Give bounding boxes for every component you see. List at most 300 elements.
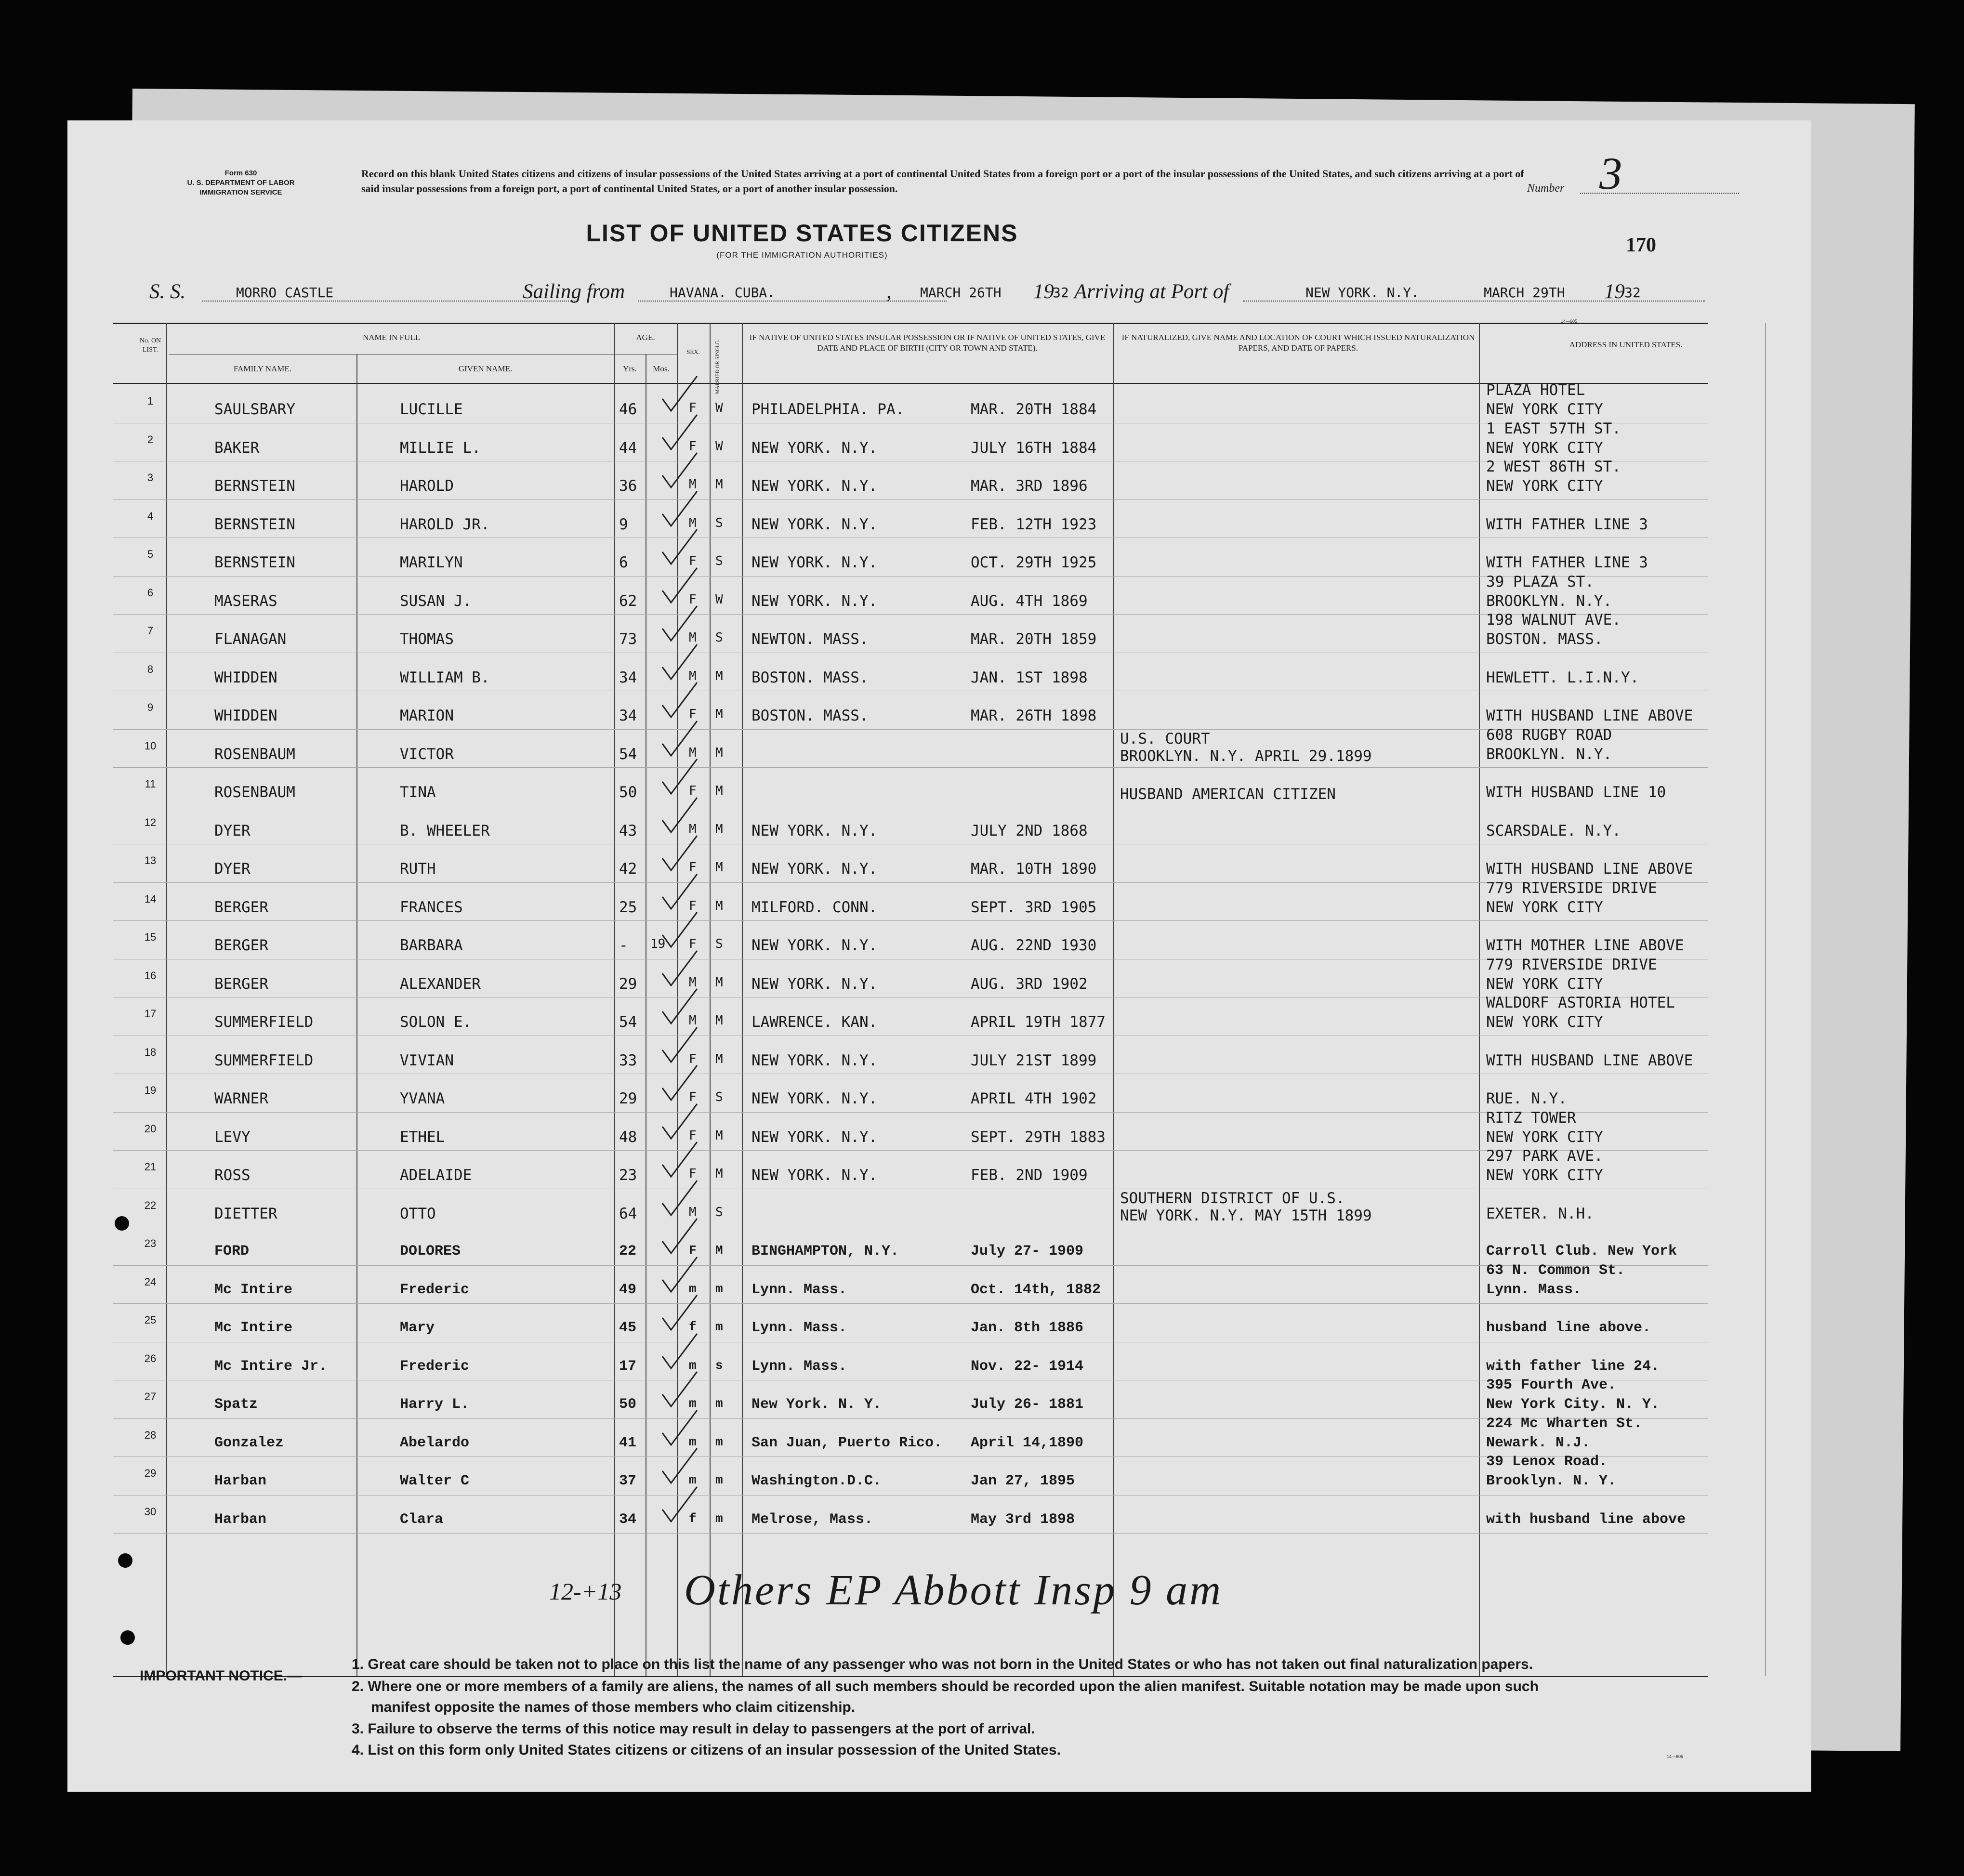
family-name: WARNER — [214, 1090, 268, 1107]
row-number: 11 — [145, 778, 156, 790]
birth-place: NEW YORK. N.Y. — [751, 1051, 878, 1069]
address-line-1: 2 WEST 86TH ST. — [1486, 458, 1621, 475]
age-years: 34 — [619, 669, 637, 686]
address-line-2: WITH FATHER LINE 3 — [1486, 554, 1648, 571]
check-mark — [658, 487, 701, 531]
marital-status: M — [715, 477, 723, 492]
check-mark — [658, 985, 701, 1028]
birth-place: NEW YORK. N.Y. — [751, 822, 878, 840]
birth-place: NEW YORK. N.Y. — [751, 439, 878, 457]
family-name: FLANAGAN — [214, 630, 287, 648]
family-name: BERGER — [214, 898, 268, 916]
given-name: HAROLD JR. — [400, 515, 490, 533]
sex: M — [689, 1205, 697, 1220]
birth-place: NEW YORK. N.Y. — [751, 1128, 878, 1146]
header-married: MARRIED OR SINGLE. — [714, 339, 721, 394]
table-row — [67, 956, 1802, 997]
notice-item-4: 4. List on this form only United States citizens or citizens of an insular possession of the United States. — [352, 1742, 1061, 1758]
sex: F — [689, 898, 697, 913]
sailing-date: MARCH 26TH — [920, 285, 1002, 301]
age-years: 25 — [619, 898, 637, 916]
given-name: DOLORES — [400, 1243, 461, 1259]
birth-date: SEPT. 29TH 1883 — [971, 1128, 1106, 1146]
marital-status: M — [715, 669, 723, 683]
address-line-1: 779 RIVERSIDE DRIVE — [1486, 956, 1657, 973]
family-name: ROSS — [214, 1167, 250, 1184]
address-line-1: 608 RUGBY ROAD — [1486, 726, 1612, 744]
address-line-2: NEW YORK CITY — [1486, 477, 1603, 495]
family-name: Harban — [214, 1473, 267, 1489]
sex: F — [689, 1243, 697, 1258]
birth-date: Jan 27, 1895 — [971, 1473, 1075, 1489]
marital-status: s — [715, 1358, 723, 1373]
family-name: Mc Intire — [214, 1281, 293, 1298]
table-row — [67, 1109, 1802, 1150]
birth-place: Melrose, Mass. — [751, 1511, 873, 1528]
check-mark — [658, 1368, 701, 1411]
notice-item-3: 3. Failure to observe the terms of this notice may result in delay to passengers at the port of arrival. — [352, 1721, 1035, 1737]
birth-date: JULY 2ND 1868 — [971, 822, 1088, 840]
age-years: 34 — [619, 707, 637, 724]
family-name: ROSENBAUM — [214, 745, 295, 763]
check-mark — [658, 947, 701, 990]
address-line-2: SCARSDALE. N.Y. — [1486, 822, 1621, 840]
header-naturalized: IF NATURALIZED, GIVE NAME AND LOCATION OF COURT WHICH ISSUED NATURALIZATION PAPERS, AND DATE OF PAPERS. — [1121, 333, 1475, 353]
table-row — [67, 499, 1802, 538]
address-line-2: NEW YORK CITY — [1486, 439, 1603, 457]
family-name: LEVY — [214, 1128, 250, 1146]
birth-date: FEB. 2ND 1909 — [971, 1167, 1088, 1184]
family-name: BAKER — [214, 439, 260, 457]
marital-status: m — [715, 1281, 723, 1296]
age-years: 29 — [619, 1090, 637, 1107]
table-row — [67, 1377, 1802, 1418]
address-line-2: NEW YORK CITY — [1486, 1167, 1603, 1184]
age-years: 43 — [619, 822, 637, 840]
check-mark — [658, 1483, 701, 1526]
given-name: RUTH — [400, 860, 436, 878]
family-name: Spatz — [214, 1396, 258, 1413]
table-row — [67, 920, 1802, 958]
check-mark — [658, 832, 701, 875]
family-name: SAULSBARY — [214, 401, 295, 418]
marital-status: S — [715, 1205, 723, 1220]
age-years: 29 — [619, 975, 637, 993]
family-name: DIETTER — [214, 1205, 277, 1222]
birth-place: BOSTON. MASS. — [751, 707, 869, 724]
given-name: MARILYN — [400, 554, 463, 571]
table-row — [67, 653, 1802, 691]
birth-date: July 26- 1881 — [971, 1396, 1084, 1413]
family-name: SUMMERFIELD — [214, 1051, 314, 1069]
sex: F — [689, 592, 697, 607]
arrival-port: NEW YORK. N.Y. — [1305, 285, 1420, 301]
row-number: 5 — [147, 548, 154, 560]
binder-hole — [118, 1553, 132, 1568]
birth-place: MILFORD. CONN. — [751, 898, 878, 916]
table-row — [67, 767, 1802, 805]
notice-item-1: 1. Great care should be taken not to place on this list the name of any passenger who was not born in the United States or who has not taken out final naturalization papers. — [352, 1656, 1533, 1672]
family-name: ROSENBAUM — [214, 784, 295, 801]
address-line-2: with husband line above — [1486, 1511, 1686, 1528]
address-line-2: NEW YORK CITY — [1486, 975, 1603, 993]
marital-status: M — [715, 1128, 723, 1143]
row-number: 23 — [144, 1237, 157, 1249]
given-name: MILLIE L. — [400, 439, 481, 457]
row-number: 8 — [147, 663, 154, 675]
address-line-2: EXETER. N.H. — [1486, 1205, 1594, 1222]
marital-status: S — [715, 515, 723, 530]
family-name: WHIDDEN — [214, 707, 277, 724]
check-mark — [658, 1023, 701, 1067]
check-mark — [658, 755, 701, 799]
arrival-date: MARCH 29TH — [1484, 285, 1565, 301]
sex: m — [689, 1473, 697, 1487]
naturalization-court: U.S. COURT — [1120, 730, 1210, 748]
marital-status: S — [715, 554, 723, 568]
given-name: Harry L. — [400, 1396, 470, 1413]
table-row — [67, 611, 1802, 652]
form-number: Form 630 — [224, 169, 257, 177]
given-name: Frederic — [400, 1358, 470, 1375]
marital-status: W — [715, 439, 723, 454]
check-mark — [658, 1444, 701, 1488]
marital-status: M — [715, 707, 723, 722]
marital-status: M — [715, 745, 723, 760]
address-line-1: 39 PLAZA ST. — [1486, 573, 1594, 590]
birth-date: Nov. 22- 1914 — [971, 1358, 1084, 1375]
given-name: TINA — [400, 784, 436, 801]
sex: M — [689, 1013, 697, 1028]
sex: F — [689, 1051, 697, 1066]
marital-status: M — [715, 1013, 723, 1028]
check-mark — [658, 870, 701, 914]
row-rule — [113, 1533, 1708, 1534]
sail-year-prefix: 19 — [1033, 280, 1054, 303]
address-line-2: BOSTON. MASS. — [1486, 630, 1603, 648]
ss-label: S. S. — [149, 280, 186, 303]
row-number: 15 — [144, 931, 157, 943]
check-mark — [658, 908, 701, 952]
birth-place: NEW YORK. N.Y. — [751, 515, 878, 533]
instructions: Record on this blank United States citizens and citizens of insular possessions of the United States arriving at a port of continental United States from a foreign port or a port of the insular possessions of the United States, and such citizens arriving at a port of said insular possessions from a foreign port, a port of continental United States, or a port of another insular possession. — [361, 168, 1524, 195]
given-name: VIVIAN — [400, 1051, 454, 1069]
check-mark — [658, 564, 701, 607]
table-row — [67, 381, 1802, 422]
table-row — [67, 420, 1802, 461]
table-row — [67, 1189, 1802, 1227]
row-number: 29 — [144, 1467, 157, 1479]
family-name: BERGER — [214, 975, 268, 993]
sex: m — [689, 1396, 697, 1411]
check-mark — [658, 1406, 701, 1450]
birth-date: FEB. 12TH 1923 — [971, 515, 1097, 533]
address-line-2: WITH HUSBAND LINE 10 — [1486, 784, 1666, 801]
birth-place: NEW YORK. N.Y. — [751, 477, 878, 495]
birth-date: May 3rd 1898 — [971, 1511, 1075, 1528]
age-years: 34 — [619, 1511, 637, 1528]
row-number: 26 — [144, 1352, 157, 1364]
marital-status: W — [715, 401, 723, 415]
check-mark — [658, 1215, 701, 1258]
family-name: SUMMERFIELD — [214, 1013, 314, 1031]
table-row — [67, 1342, 1802, 1380]
table-row — [67, 994, 1802, 1035]
birth-place: Lynn. Mass. — [751, 1281, 847, 1298]
marital-status: m — [715, 1473, 723, 1487]
address-line-1: WALDORF ASTORIA HOTEL — [1486, 994, 1675, 1011]
notice-heading: IMPORTANT NOTICE.— — [140, 1668, 302, 1684]
address-line-2: New York City. N. Y. — [1486, 1396, 1660, 1413]
header-name-in-full: NAME IN FULL — [363, 333, 420, 342]
given-name: THOMAS — [400, 630, 454, 648]
birth-date: MAR. 10TH 1890 — [971, 860, 1097, 878]
given-name: ALEXANDER — [400, 975, 481, 993]
binder-hole — [115, 1216, 129, 1231]
naturalization-detail: BROOKLYN. N.Y. APRIL 29.1899 — [1120, 747, 1372, 765]
check-mark — [658, 1291, 701, 1335]
address-line-2: WITH FATHER LINE 3 — [1486, 515, 1648, 533]
sex: F — [689, 1128, 697, 1143]
printer-mark: 14—605 — [1561, 319, 1578, 324]
bottom-printer-mark: 14—605 — [1667, 1754, 1684, 1759]
check-mark — [658, 1253, 701, 1297]
ship-name: MORRO CASTLE — [236, 285, 334, 301]
row-number: 24 — [144, 1275, 157, 1288]
family-name: DYER — [214, 860, 250, 878]
sailing-label: Sailing from — [523, 280, 625, 303]
inspector-note: Others EP Abbott Insp 9 am — [684, 1566, 1223, 1614]
naturalization-detail: HUSBAND AMERICAN CITIZEN — [1120, 786, 1336, 803]
row-number: 7 — [147, 625, 154, 637]
given-name: ADELAIDE — [400, 1167, 472, 1184]
header-sex: SEX. — [686, 348, 700, 355]
number-value: 3 — [1599, 148, 1622, 199]
check-mark — [658, 449, 701, 492]
birth-place: NEW YORK. N.Y. — [751, 860, 878, 878]
table-row — [67, 1415, 1802, 1456]
sex: F — [689, 401, 697, 415]
given-name: SUSAN J. — [400, 592, 472, 610]
page-title: LIST OF UNITED STATES CITIZENS — [586, 220, 1018, 247]
sex: f — [689, 1511, 697, 1526]
row-number: 20 — [144, 1122, 157, 1135]
header-mos: Mos. — [653, 364, 670, 373]
sex: F — [689, 784, 697, 798]
address-line-2: BROOKLYN. N.Y. — [1486, 592, 1612, 610]
header-bottom-rule — [113, 383, 1708, 384]
address-line-1: 1 EAST 57TH ST. — [1486, 420, 1621, 437]
age-years: 17 — [619, 1358, 637, 1375]
age-years: 64 — [619, 1205, 637, 1222]
birth-place: NEW YORK. N.Y. — [751, 1090, 878, 1107]
birth-date: AUG. 3RD 1902 — [971, 975, 1088, 993]
row-number: 19 — [144, 1084, 157, 1096]
table-row — [67, 879, 1802, 920]
age-years: 6 — [619, 554, 628, 571]
family-name: Mc Intire — [214, 1320, 293, 1336]
marital-status: m — [715, 1434, 723, 1449]
given-name: Clara — [400, 1511, 444, 1528]
birth-date: MAR. 20TH 1884 — [971, 401, 1097, 418]
age-years: 54 — [619, 745, 637, 763]
service: IMMIGRATION SERVICE — [199, 188, 282, 197]
row-number: 10 — [144, 739, 157, 752]
address-line-1: 395 Fourth Ave. — [1486, 1377, 1617, 1393]
check-mark — [658, 525, 701, 569]
marital-status: m — [715, 1511, 723, 1526]
check-mark — [658, 1177, 701, 1220]
check-mark — [658, 717, 701, 761]
given-name: SOLON E. — [400, 1013, 472, 1031]
marital-status: M — [715, 1243, 723, 1258]
given-name: OTTO — [400, 1205, 436, 1222]
row-number: 4 — [147, 510, 154, 522]
given-name: Abelardo — [400, 1434, 470, 1451]
age-years: 36 — [619, 477, 637, 495]
address-line-2: husband line above. — [1486, 1320, 1651, 1336]
row-number: 27 — [144, 1391, 157, 1403]
birth-place: Lynn. Mass. — [751, 1320, 847, 1336]
birth-date: MAR. 20TH 1859 — [971, 630, 1097, 648]
given-name: Frederic — [400, 1281, 470, 1298]
department: U. S. DEPARTMENT OF LABOR — [187, 179, 295, 187]
binder-hole — [120, 1630, 135, 1645]
given-name: HAROLD — [400, 477, 454, 495]
voyage-line: S. S. MORRO CASTLE Sailing from HAVANA. CUBA. , MARCH 26TH 19 32 Arriving at Port of NEW YORK. N.Y. MARCH 29TH 19 32 — [67, 277, 1802, 303]
table-row — [67, 1303, 1802, 1341]
row-number: 6 — [147, 586, 154, 599]
marital-status: S — [715, 1090, 723, 1104]
row-number: 25 — [144, 1314, 157, 1326]
address-line-2: Lynn. Mass. — [1486, 1281, 1582, 1298]
age-years: 33 — [619, 1051, 637, 1069]
row-number: 3 — [147, 472, 154, 484]
address-line-1: 224 Mc Wharten St. — [1486, 1415, 1643, 1432]
check-mark — [658, 794, 701, 837]
notice-item-2-cont: manifest opposite the names of those members who claim citizenship. — [371, 1699, 856, 1715]
arrive-year: 32 — [1624, 285, 1641, 301]
birth-date: April 14,1890 — [971, 1434, 1084, 1451]
table-row — [67, 1147, 1802, 1188]
row-number: 18 — [144, 1046, 157, 1058]
sex: F — [689, 937, 697, 951]
address-line-2: Newark. N.J. — [1486, 1434, 1591, 1451]
row-number: 12 — [144, 816, 157, 828]
row-number: 14 — [144, 892, 157, 905]
row-number: 2 — [147, 433, 154, 446]
given-name: BARBARA — [400, 937, 463, 954]
address-line-1: 297 PARK AVE. — [1486, 1147, 1603, 1165]
header-birth: IF NATIVE OF UNITED STATES INSULAR POSSESSION OR IF NATIVE OF UNITED STATES, GIVE DATE AND PLACE OF BIRTH (CITY OR TOWN AND STATE). — [749, 333, 1106, 353]
marital-status: M — [715, 822, 723, 837]
table-row — [67, 844, 1802, 882]
given-name: WILLIAM B. — [400, 669, 490, 686]
address-line-1: 63 N. Common St. — [1486, 1262, 1625, 1279]
header-family: FAMILY NAME. — [233, 364, 292, 373]
given-name: B. WHEELER — [400, 822, 490, 840]
marital-status: M — [715, 898, 723, 913]
handwritten-tally: 12-+13 — [549, 1578, 622, 1605]
family-name: Mc Intire Jr. — [214, 1358, 328, 1375]
birth-place: NEW YORK. N.Y. — [751, 937, 878, 954]
family-name: DYER — [214, 822, 250, 840]
page-subtitle: (FOR THE IMMIGRATION AUTHORITIES) — [716, 250, 888, 260]
page-number: 170 — [1626, 234, 1656, 256]
check-mark — [658, 679, 701, 722]
naturalization-court: SOUTHERN DISTRICT OF U.S. — [1120, 1189, 1345, 1207]
table-row — [67, 573, 1802, 614]
given-name: LUCILLE — [400, 401, 463, 418]
given-name: FRANCES — [400, 898, 463, 916]
address-line-2: HEWLETT. L.I.N.Y. — [1486, 669, 1639, 686]
birth-date: OCT. 29TH 1925 — [971, 554, 1097, 571]
check-mark — [658, 411, 701, 454]
sex: m — [689, 1434, 697, 1449]
sex: F — [689, 707, 697, 722]
table-row — [67, 538, 1802, 576]
sail-year: 32 — [1053, 285, 1069, 301]
marital-status: M — [715, 860, 723, 875]
age-years: 41 — [619, 1434, 637, 1451]
given-name: VICTOR — [400, 745, 454, 763]
given-name: ETHEL — [400, 1128, 445, 1146]
sex: m — [689, 1281, 697, 1296]
row-number: 22 — [144, 1199, 157, 1211]
marital-status: M — [715, 1167, 723, 1181]
sex: M — [689, 515, 697, 530]
given-name: Mary — [400, 1320, 435, 1336]
row-number: 21 — [144, 1161, 157, 1173]
table-row — [67, 726, 1802, 767]
sex: m — [689, 1358, 697, 1373]
sex: F — [689, 1167, 697, 1181]
age-months: 19 — [650, 937, 666, 951]
age-years: 50 — [619, 1396, 637, 1413]
birth-place: NEW YORK. N.Y. — [751, 592, 878, 610]
header-address: ADDRESS IN UNITED STATES. — [1569, 340, 1683, 349]
age-years: 42 — [619, 860, 637, 878]
birth-place: BOSTON. MASS. — [751, 669, 869, 686]
age-years: 48 — [619, 1128, 637, 1146]
birth-place: NEW YORK. N.Y. — [751, 975, 878, 993]
table-row — [67, 806, 1802, 844]
row-number: 28 — [144, 1429, 157, 1441]
given-name: Walter C — [400, 1473, 470, 1489]
family-name: BERNSTEIN — [214, 554, 295, 571]
address-line-1: 39 Lenox Road. — [1486, 1454, 1608, 1470]
check-mark — [658, 1330, 701, 1373]
check-mark — [658, 602, 701, 645]
address-line-2: with father line 24. — [1486, 1358, 1660, 1375]
birth-date: Oct. 14th, 1882 — [971, 1281, 1101, 1298]
table-row — [67, 691, 1802, 729]
marital-status: m — [715, 1396, 723, 1411]
age-years: 45 — [619, 1320, 637, 1336]
given-name: MARION — [400, 707, 454, 724]
family-name: Gonzalez — [214, 1434, 284, 1451]
family-name: FORD — [214, 1243, 250, 1259]
birth-place: San Juan, Puerto Rico. — [751, 1434, 943, 1451]
family-name: BERNSTEIN — [214, 477, 295, 495]
address-line-2: WITH HUSBAND LINE ABOVE — [1486, 1051, 1693, 1069]
row-number: 30 — [144, 1505, 157, 1518]
table-row — [67, 458, 1802, 499]
age-years: - — [619, 937, 628, 954]
manifest-page — [67, 120, 1811, 1792]
family-name: BERGER — [214, 937, 268, 954]
birth-date: Jan. 8th 1886 — [971, 1320, 1084, 1336]
